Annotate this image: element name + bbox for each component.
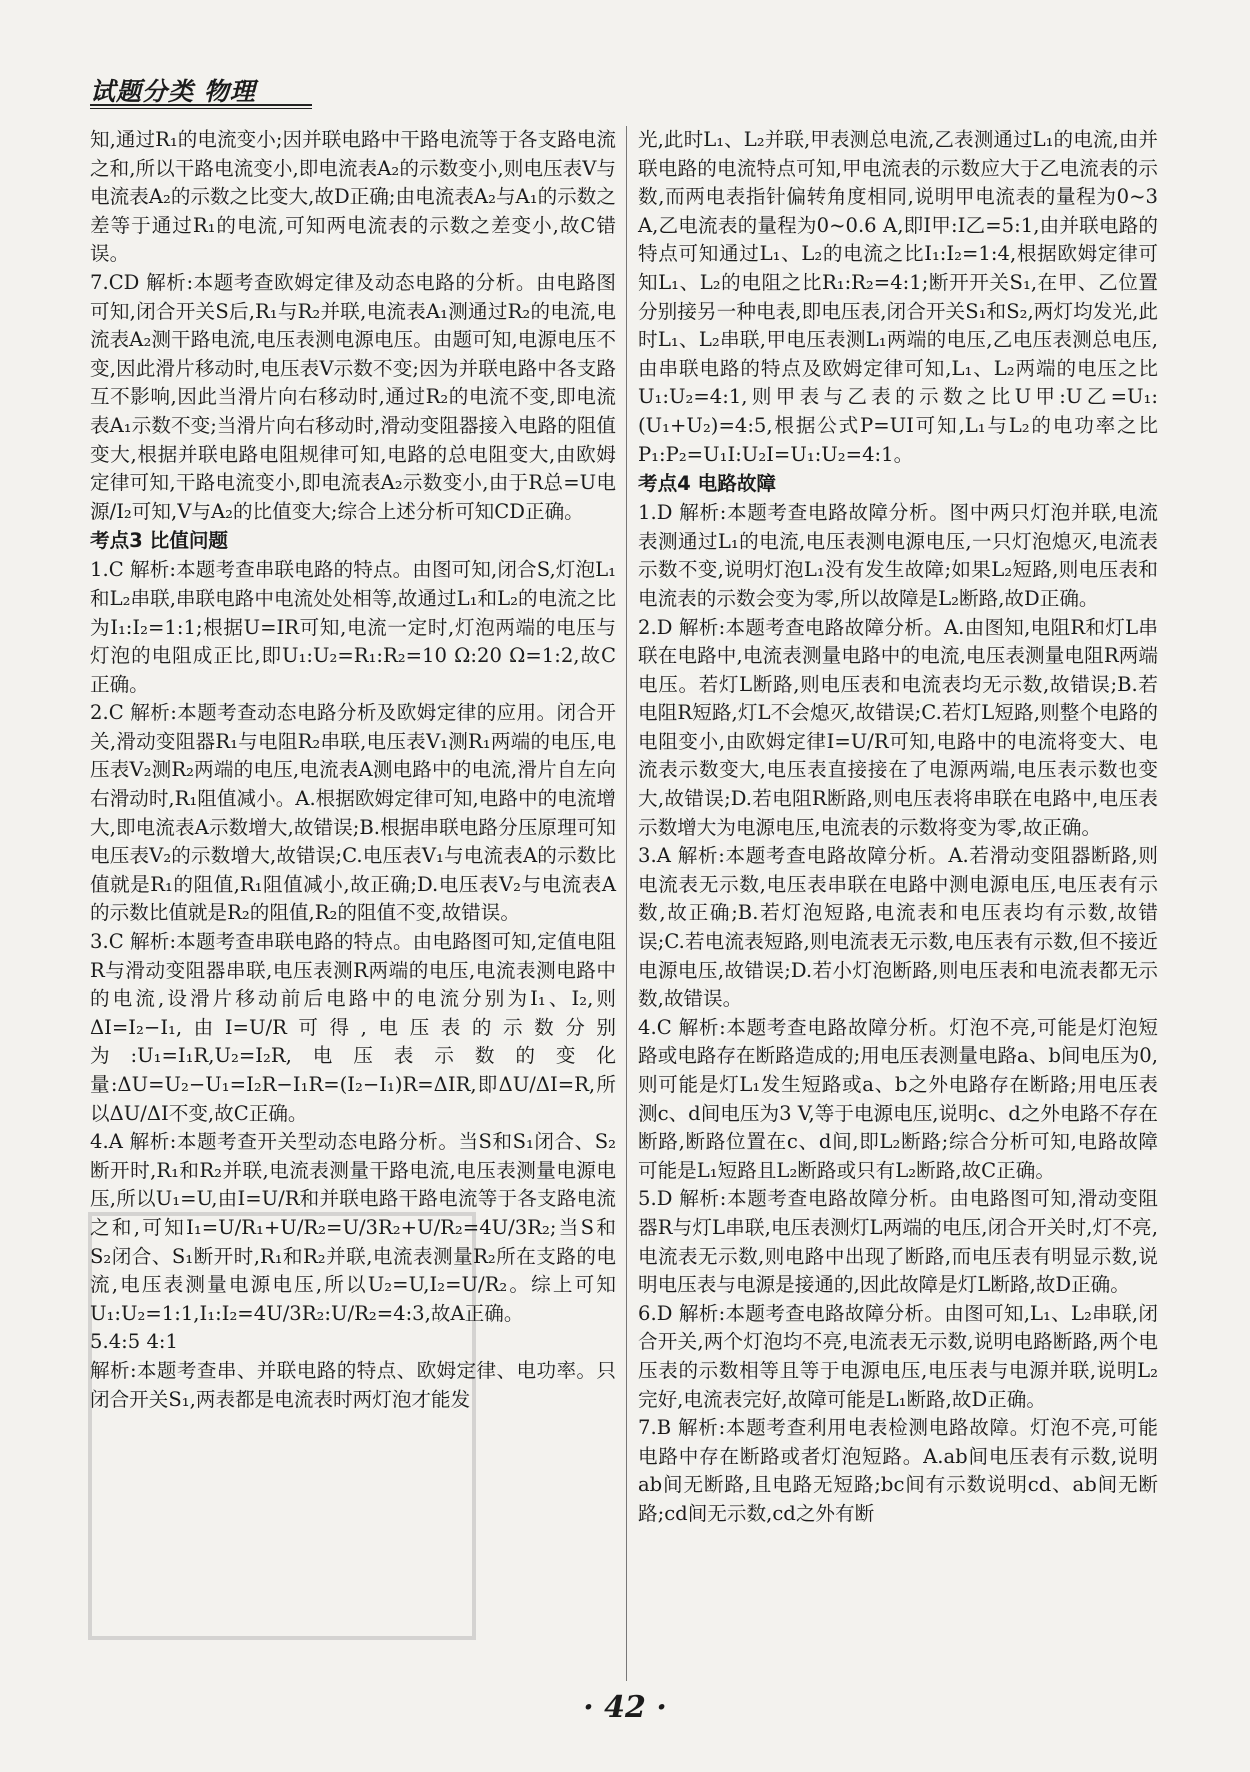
page-number: · 42 · (583, 1690, 667, 1725)
section-heading-4: 考点4 电路故障 (638, 472, 777, 496)
left-column (90, 126, 616, 1414)
right-para-4: 3.A 解析:本题考查电路故障分析。A.若滑动变阻器断路,则电流表无示数,电压表串联在电路中测电源电压,电压表有示数,故正确;B.若灯泡短路,电流表和电压表均有示数,故错误;C.若电流表短路,则电流表无示数,电压表有示数,但不接近电源电压,故错误;D.若小灯泡断路,则电压表和电流表都无示数,故错误。 (638, 844, 1158, 1011)
left-para-3: 1.C 解析:本题考查串联电路的特点。由图可知,闭合S,灯泡L₁和L₂串联,串联电路中电流处处相等,故通过L₁和L₂的电流之比为I₁:I₂=1:1;根据U=IR可知,电流一定时,灯泡两端的电压与灯泡的电阻成正比,即U₁:U₂=R₁:R₂=10 Ω:20 Ω=1:2,故C正确。 (90, 558, 616, 696)
header-rule (90, 104, 312, 106)
left-para-4: 2.C 解析:本题考查动态电路分析及欧姆定律的应用。闭合开关,滑动变阻器R₁与电阻R₂串联,电压表V₁测R₁两端的电压,电压表V₂测R₂两端的电压,电流表A测电路中的电流,滑片自左向右滑动时,R₁阻值减小。A.根据欧姆定律可知,电路中的电流增大,即电流表A示数增大,故错误;B.根据串联电路分压原理可知电压表V₂的示数增大,故错误;C.电压表V₁与电流表A的示数比值就是R₁的阻值,R₁阻值减小,故正确;D.电压表V₂与电流表A的示数比值就是R₂的阻值,R₂的阻值不变,故错误。 (90, 701, 616, 925)
left-para-6: 4.A 解析:本题考查开关型动态电路分析。当S和S₁闭合、S₂断开时,R₁和R₂并联,电流表测量干路电流,电压表测量电源电压,所以U₁=U,由I=U/R和并联电路干路电流等于各支路电流之和,可知I₁=U/R₁+U/R₂=U/3R₂+U/R₂=4U/3R₂;当S和S₂闭合、S₁断开时,R₁和R₂并联,电流表测量R₂所在支路的电流,电压表测量电源电压,所以U₂=U,I₂=U/R₂。综上可知U₁:U₂=1:1,I₁:I₂=4U/3R₂:U/R₂=4:3,故A正确。 (90, 1130, 616, 1325)
left-para-0: 知,通过R₁的电流变小;因并联电路中干路电流等于各支路电流之和,所以干路电流变小,即电流表A₂的示数变小,则电压表V与电流表A₂的示数之比变大,故D正确;由电流表A₂与A₁的示数之差等于通过R₁的电流,可知两电流表的示数之差变小,故C错误。 (90, 128, 616, 266)
section-heading-3: 考点3 比值问题 (90, 529, 229, 553)
right-column (638, 126, 1158, 1529)
left-para-1: 7.CD 解析:本题考查欧姆定律及动态电路的分析。由电路图可知,闭合开关S后,R₁与R₂并联,电流表A₁测通过R₂的电流,电流表A₂测干路电流,电压表测电源电压。由题可知,电源电压不变,因此滑片移动时,电压表V示数不变;因为并联电路中各支路互不影响,因此当滑片向右移动时,通过R₂的电流不变,即电流表A₁示数不变;当滑片向右移动时,滑动变阻器接入电路的阻值变大,根据并联电路电阻规律可知,电路的总电阻变大,由欧姆定律可知,干路电流变小,即电流表A₂示数变小,由于R总=U电源/I₂可知,V与A₂的比值变大;综合上述分析可知CD正确。 (90, 270, 616, 523)
left-para-7: 5.4:5 4:1 (90, 1330, 178, 1354)
right-para-3: 2.D 解析:本题考查电路故障分析。A.由图知,电阻R和灯L串联在电路中,电流表测量电路中的电流,电压表测量电阻R两端电压。若灯L断路,则电压表和电流表均无示数,故错误;B.若电阻R短路,灯L不会熄灭,故错误;C.若灯L短路,则整个电路的电阻变小,由欧姆定律I=U/R可知,电路中的电流将变大、电流表示数变大,电压表直接接在了电源两端,电压表示数也变大,故错误;D.若电阻R断路,则电压表将串联在电路中,电压表示数增大为电源电压,电流表的示数将变为零,故正确。 (638, 615, 1158, 839)
right-para-8: 7.B 解析:本题考查利用电表检测电路故障。灯泡不亮,可能电路中存在断路或者灯泡短路。A.ab间电压表有示数,说明ab间无断路,且电路无短路;bc间有示数说明cd、ab间无断路;cd间无示数,cd之外有断 (638, 1416, 1158, 1525)
left-para-5: 3.C 解析:本题考查串联电路的特点。由电路图可知,定值电阻R与滑动变阻器串联,电压表测R两端的电压,电流表测电路中的电流,设滑片移动前后电路中的电流分别为I₁、I₂,则ΔI=I₂−I₁,由I=U/R可得,电压表的示数分别为:U₁=I₁R,U₂=I₂R,电压表示数的变化量:ΔU=U₂−U₁=I₂R−I₁R=(I₂−I₁)R=ΔIR,即ΔU/ΔI=R,所以ΔU/ΔI不变,故C正确。 (90, 930, 616, 1125)
right-para-6: 5.D 解析:本题考查电路故障分析。由电路图可知,滑动变阻器R与灯L串联,电压表测灯L两端的电压,闭合开关时,灯不亮,电流表无示数,则电路中出现了断路,而电压表有明显示数,说明电压表与电源是接通的,因此故障是灯L断路,故D正确。 (638, 1187, 1158, 1297)
column-divider (626, 126, 627, 1681)
header-rule-thin (90, 108, 312, 109)
left-para-8: 解析:本题考查串、并联电路的特点、欧姆定律、电功率。只闭合开关S₁,两表都是电流表时两灯泡才能发 (90, 1358, 616, 1411)
right-para-7: 6.D 解析:本题考查电路故障分析。由图可知,L₁、L₂串联,闭合开关,两个灯泡均不亮,电流表无示数,说明电路断路,两个电压表的示数相等且等于电源电压,电压表与电源并联,说明L₂完好,电流表完好,故障可能是L₁断路,故D正确。 (638, 1301, 1158, 1411)
right-para-2: 1.D 解析:本题考查电路故障分析。图中两只灯泡并联,电流表测通过L₁的电流,电压表测电源电压,一只灯泡熄灭,电流表示数不变,说明灯泡L₁没有发生故障;如果L₂短路,则电压表和电流表的示数会变为零,所以故障是L₂断路,故D正确。 (638, 501, 1158, 610)
running-header: 试题分类 物理 (90, 77, 256, 106)
right-para-0: 光,此时L₁、L₂并联,甲表测总电流,乙表测通过L₁的电流,由并联电路的电流特点可知,甲电流表的示数应大于乙电流表的示数,而两电表指针偏转角度相同,说明甲电流表的量程为0~3 A,乙电流表的量程为0~0.6 A,即I甲:I乙=5:1,由并联电路的特点可知通过L₁、L₂的电流之比I₁:I₂=1:4,根据欧姆定律可知L₁、L₂的电阻之比R₁:R₂=4:1;断开开关S₁,在甲、乙位置分别接另一种电表,即电压表,闭合开关S₁和S₂,两灯均发光,此时L₁、L₂串联,甲电压表测L₁两端的电压,乙电压表测总电压,由串联电路的特点及欧姆定律可知,L₁、L₂两端的电压之比U₁:U₂=4:1,则甲表与乙表的示数之比U甲:U乙=U₁:(U₁+U₂)=4:5,根据公式P=UI可知,L₁与L₂的电功率之比P₁:P₂=U₁I:U₂I=U₁:U₂=4:1。 (638, 128, 1158, 466)
right-para-5: 4.C 解析:本题考查电路故障分析。灯泡不亮,可能是灯泡短路或电路存在断路造成的;用电压表测量电路a、b间电压为0,则可能是灯L₁发生短路或a、b之外电路存在断路;用电压表测c、d间电压为3 V,等于电源电压,说明c、d之外电路不存在断路,断路位置在c、d间,即L₂断路;综合分析可知,电路故障可能是L₁短路且L₂断路或只有L₂断路,故C正确。 (638, 1015, 1158, 1182)
